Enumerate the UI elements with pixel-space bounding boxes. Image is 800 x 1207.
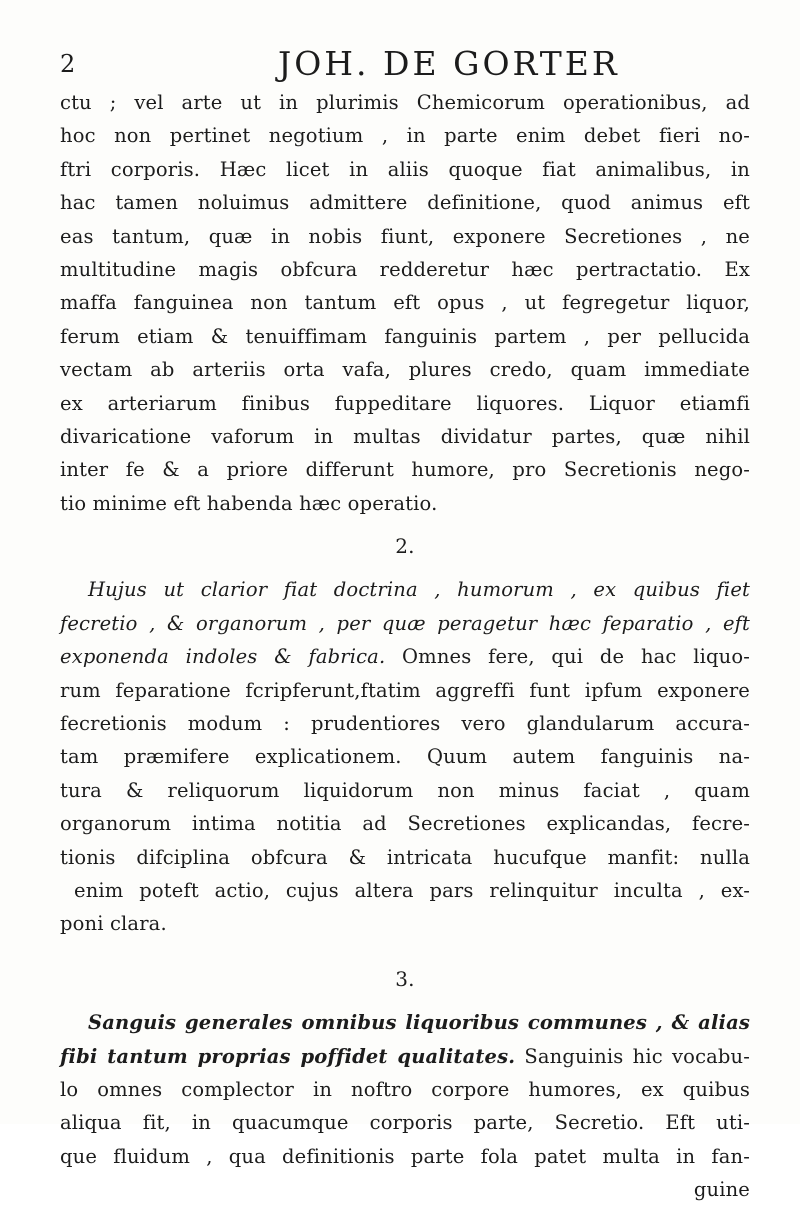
section-heading-line: fecretio , & organorum , per quæ peragetur hæc feparatio , eft [60,611,750,635]
page-number: 2 [60,50,76,78]
mixed-text-line [60,640,750,673]
text-line: inter fe & a priore differunt humore, pro Secretionis nego- [60,458,750,482]
text-line: vectam ab arteriis orta vafa, plures credo, quam immediate [60,358,750,382]
text-line: enim poteft actio, cujus altera pars relinquitur inculta , ex- [74,878,750,902]
text-line: ferum etiam & tenuiffimam fanguinis partem , per pellucida [60,324,750,348]
text-line: divaricatione vaforum in multas dividatur partes, quæ nihil [60,424,750,448]
italic-text: exponenda indoles & fabrica. [60,645,386,669]
text-line: fecretionis modum : prudentiores vero glandularum accura- [60,712,750,736]
text-line: organorum intima notitia ad Secretiones explicandas, fecre- [60,812,750,836]
text-line: ftri corporis. Hæc licet in aliis quoque fiat animalibus, in [60,157,750,181]
text-line: maffa fanguinea non tantum eft opus , ut fegregetur liquor, [60,291,750,315]
text-line: tam præmifere explicationem. Quum autem fanguinis na- [60,745,750,769]
spacer [60,941,750,963]
catchword: guine [693,1178,750,1202]
text-line: hac tamen noluimus admittere definitione, quod animus eft [60,191,750,215]
section-number: 2. [395,534,415,559]
text-line: aliqua fit, in quacumque corporis parte, Secretio. Eft uti- [60,1111,750,1135]
roman-text: Sanguinis hic vocabu- [515,1044,750,1068]
italic-text: fibi tantum proprias poffidet qualitates. [60,1044,516,1068]
section-heading-line: Hujus ut clarior fiat doctrina , humorum , ex quibus fiet [88,578,750,602]
text-line: tionis difciplina obfcura & intricata hucufque manfit: nulla [60,845,750,869]
text-line: tura & reliquorum liquidorum non minus faciat , quam [60,778,750,802]
text-line: ex arteriarum finibus fuppeditare liquores. Liquor etiamfi [60,391,750,415]
text-line: multitudine magis obfcura redderetur hæc pertractatio. Ex [60,257,750,281]
spacer [60,996,750,1006]
body-text [60,86,750,1207]
section-heading-line: Sanguis generales omnibus liquoribus communes , & alias [88,1011,750,1035]
text-line: lo omnes complector in noftro corpore humores, ex quibus [60,1077,750,1101]
text-line: hoc non pertinet negotium , in parte enim debet fieri no- [60,124,750,148]
text-line: rum feparatione fcripferunt,ftatim aggreffi funt ipfum exponere [60,678,750,702]
roman-text: Omnes fere, qui de hac liquo- [385,645,750,669]
spacer [60,520,750,530]
page-header [60,44,750,84]
text-line: poni clara. [60,912,167,936]
running-head: JOH. DE GORTER [278,44,620,83]
mixed-text-line [60,1040,750,1073]
text-line: tio minime eft habenda hæc operatio. [60,491,438,515]
spacer [60,563,750,573]
text-line: que fluidum , qua definitionis parte fola patet multa in fan- [60,1144,750,1168]
text-line: ctu ; vel arte ut in plurimis Chemicorum operationibus, ad [60,91,750,114]
text-line: eas tantum, quæ in nobis fiunt, exponere Secretiones , ne [60,224,750,248]
section-number: 3. [395,966,415,991]
